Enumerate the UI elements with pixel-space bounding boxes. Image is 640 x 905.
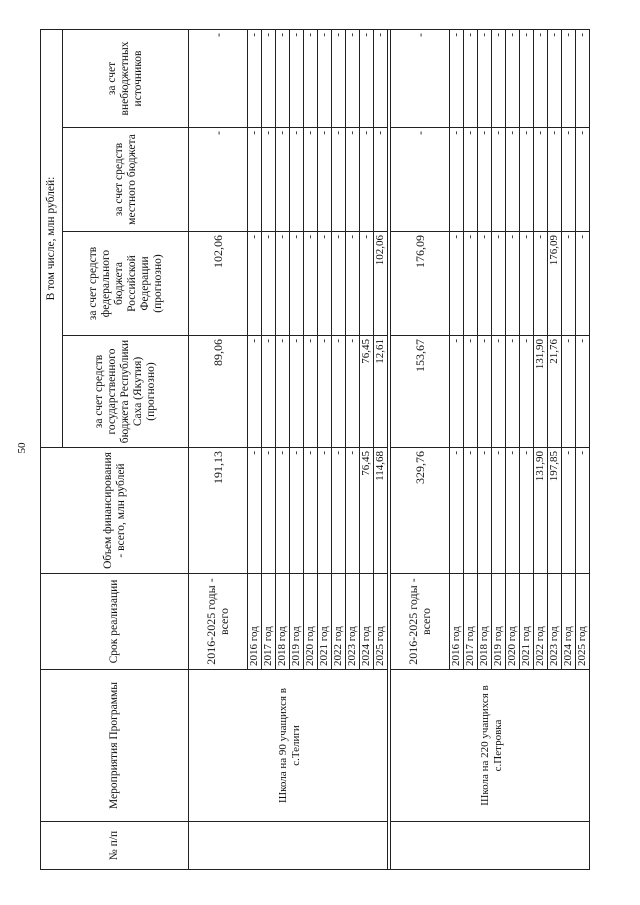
term-cell: 2019 год [290, 574, 304, 670]
federal-cell: - [520, 232, 534, 336]
regional-cell: - [346, 336, 360, 448]
federal-cell: 176,09 [548, 232, 562, 336]
volume-cell: - [562, 448, 576, 574]
local-cell: - [374, 128, 388, 232]
table-row-total [391, 30, 450, 870]
extra-cell: - [360, 30, 374, 128]
term-cell: 2022 год [332, 574, 346, 670]
term-cell: 2024 год [562, 574, 576, 670]
extra-cell: - [374, 30, 388, 128]
header-event: Мероприятия Программы [41, 670, 189, 822]
federal-cell: - [360, 232, 374, 336]
extra-cell: - [450, 30, 464, 128]
regional-cell: - [562, 336, 576, 448]
local-cell: - [391, 128, 450, 232]
volume-cell: 329,76 [391, 448, 450, 574]
regional-cell: 76,45 [360, 336, 374, 448]
extra-cell: - [248, 30, 262, 128]
regional-cell: - [492, 336, 506, 448]
local-cell: - [332, 128, 346, 232]
regional-cell: - [520, 336, 534, 448]
local-cell: - [492, 128, 506, 232]
extra-cell: - [391, 30, 450, 128]
local-cell: - [506, 128, 520, 232]
volume-cell: 76,45 [360, 448, 374, 574]
federal-cell: - [346, 232, 360, 336]
volume-cell: - [464, 448, 478, 574]
term-cell: 2017 год [262, 574, 276, 670]
regional-cell: - [464, 336, 478, 448]
header-volume: Объем финансирования - всего, млн рублей [41, 448, 189, 574]
volume-cell: - [332, 448, 346, 574]
term-cell: 2025 год [374, 574, 388, 670]
financing-table [40, 29, 590, 870]
header-term: Срок реализации [41, 574, 189, 670]
extra-cell: - [318, 30, 332, 128]
volume-cell: - [304, 448, 318, 574]
row-number-cell [391, 822, 590, 870]
extra-cell: - [478, 30, 492, 128]
extra-cell: - [576, 30, 590, 128]
page-number: 50 [16, 442, 28, 454]
term-cell: 2021 год [318, 574, 332, 670]
event-name: Школа на 220 учащихся в с.Петровка [391, 670, 590, 822]
federal-cell: - [262, 232, 276, 336]
header-regional: за счет средств государственного бюджета Республики Саха (Якутия) (прогнозно) [63, 336, 189, 448]
federal-cell: 102,06 [189, 232, 248, 336]
volume-cell: 197,85 [548, 448, 562, 574]
header-no: № п/п [41, 822, 189, 870]
regional-cell: - [450, 336, 464, 448]
term-cell: 2020 год [506, 574, 520, 670]
extra-cell: - [520, 30, 534, 128]
volume-cell: - [318, 448, 332, 574]
federal-cell: - [276, 232, 290, 336]
rotated-table-container [40, 30, 615, 870]
extra-cell: - [346, 30, 360, 128]
federal-cell: - [464, 232, 478, 336]
header-federal: за счет средств федерального бюджета Российской Федерации (прогнозно) [63, 232, 189, 336]
local-cell: - [346, 128, 360, 232]
extra-cell: - [290, 30, 304, 128]
regional-cell: 21,76 [548, 336, 562, 448]
term-cell: 2020 год [304, 574, 318, 670]
header-extra: за счет внебюджетных источников [63, 30, 189, 128]
volume-cell: - [290, 448, 304, 574]
extra-cell: - [189, 30, 248, 128]
term-cell: 2021 год [520, 574, 534, 670]
local-cell: - [450, 128, 464, 232]
header-local: за счет средств местного бюджета [63, 128, 189, 232]
extra-cell: - [304, 30, 318, 128]
federal-cell: 176,09 [391, 232, 450, 336]
local-cell: - [248, 128, 262, 232]
regional-cell: - [506, 336, 520, 448]
local-cell: - [262, 128, 276, 232]
extra-cell: - [562, 30, 576, 128]
term-cell: 2017 год [464, 574, 478, 670]
extra-cell: - [332, 30, 346, 128]
local-cell: - [360, 128, 374, 232]
regional-cell: 89,06 [189, 336, 248, 448]
federal-cell: - [506, 232, 520, 336]
federal-cell: - [492, 232, 506, 336]
volume-cell: - [520, 448, 534, 574]
local-cell: - [304, 128, 318, 232]
volume-cell: 191,13 [189, 448, 248, 574]
extra-cell: - [464, 30, 478, 128]
term-cell: 2022 год [534, 574, 548, 670]
regional-cell: 12,61 [374, 336, 388, 448]
regional-cell: - [248, 336, 262, 448]
term-cell: 2023 год [548, 574, 562, 670]
federal-cell: - [290, 232, 304, 336]
volume-cell: - [262, 448, 276, 574]
local-cell: - [276, 128, 290, 232]
local-cell: - [318, 128, 332, 232]
extra-cell: - [548, 30, 562, 128]
term-cell: 2019 год [492, 574, 506, 670]
federal-cell: - [332, 232, 346, 336]
volume-cell: 131,90 [534, 448, 548, 574]
federal-cell: - [534, 232, 548, 336]
federal-cell: - [304, 232, 318, 336]
term-cell: 2023 год [346, 574, 360, 670]
term-cell: 2018 год [478, 574, 492, 670]
volume-cell: - [450, 448, 464, 574]
term-cell: 2016-2025 годы - всего [189, 574, 248, 670]
extra-cell: - [492, 30, 506, 128]
term-cell: 2016 год [450, 574, 464, 670]
regional-cell: 131,90 [534, 336, 548, 448]
regional-cell: - [290, 336, 304, 448]
local-cell: - [548, 128, 562, 232]
extra-cell: - [534, 30, 548, 128]
volume-cell: - [478, 448, 492, 574]
local-cell: - [189, 128, 248, 232]
regional-cell: - [276, 336, 290, 448]
volume-cell: 114,68 [374, 448, 388, 574]
local-cell: - [562, 128, 576, 232]
volume-cell: - [276, 448, 290, 574]
term-cell: 2018 год [276, 574, 290, 670]
table-row-total [189, 30, 248, 870]
regional-cell: - [318, 336, 332, 448]
extra-cell: - [262, 30, 276, 128]
regional-cell: - [304, 336, 318, 448]
federal-cell: - [562, 232, 576, 336]
regional-cell: - [478, 336, 492, 448]
term-cell: 2025 год [576, 574, 590, 670]
federal-cell: 102,06 [374, 232, 388, 336]
volume-cell: - [248, 448, 262, 574]
term-cell: 2016-2025 годы - всего [391, 574, 450, 670]
event-name: Школа на 90 учащихся в с.Телиги [189, 670, 388, 822]
term-cell: 2016 год [248, 574, 262, 670]
volume-cell: - [506, 448, 520, 574]
federal-cell: - [248, 232, 262, 336]
local-cell: - [520, 128, 534, 232]
local-cell: - [534, 128, 548, 232]
federal-cell: - [576, 232, 590, 336]
regional-cell: - [262, 336, 276, 448]
regional-cell: 153,67 [391, 336, 450, 448]
volume-cell: - [576, 448, 590, 574]
regional-cell: - [332, 336, 346, 448]
volume-cell: - [492, 448, 506, 574]
header-including: В том числе, млн рублей: [41, 30, 63, 448]
term-cell: 2024 год [360, 574, 374, 670]
federal-cell: - [318, 232, 332, 336]
extra-cell: - [506, 30, 520, 128]
federal-cell: - [450, 232, 464, 336]
local-cell: - [576, 128, 590, 232]
volume-cell: - [346, 448, 360, 574]
local-cell: - [290, 128, 304, 232]
row-number-cell [189, 822, 388, 870]
local-cell: - [464, 128, 478, 232]
local-cell: - [478, 128, 492, 232]
regional-cell: - [576, 336, 590, 448]
extra-cell: - [276, 30, 290, 128]
federal-cell: - [478, 232, 492, 336]
